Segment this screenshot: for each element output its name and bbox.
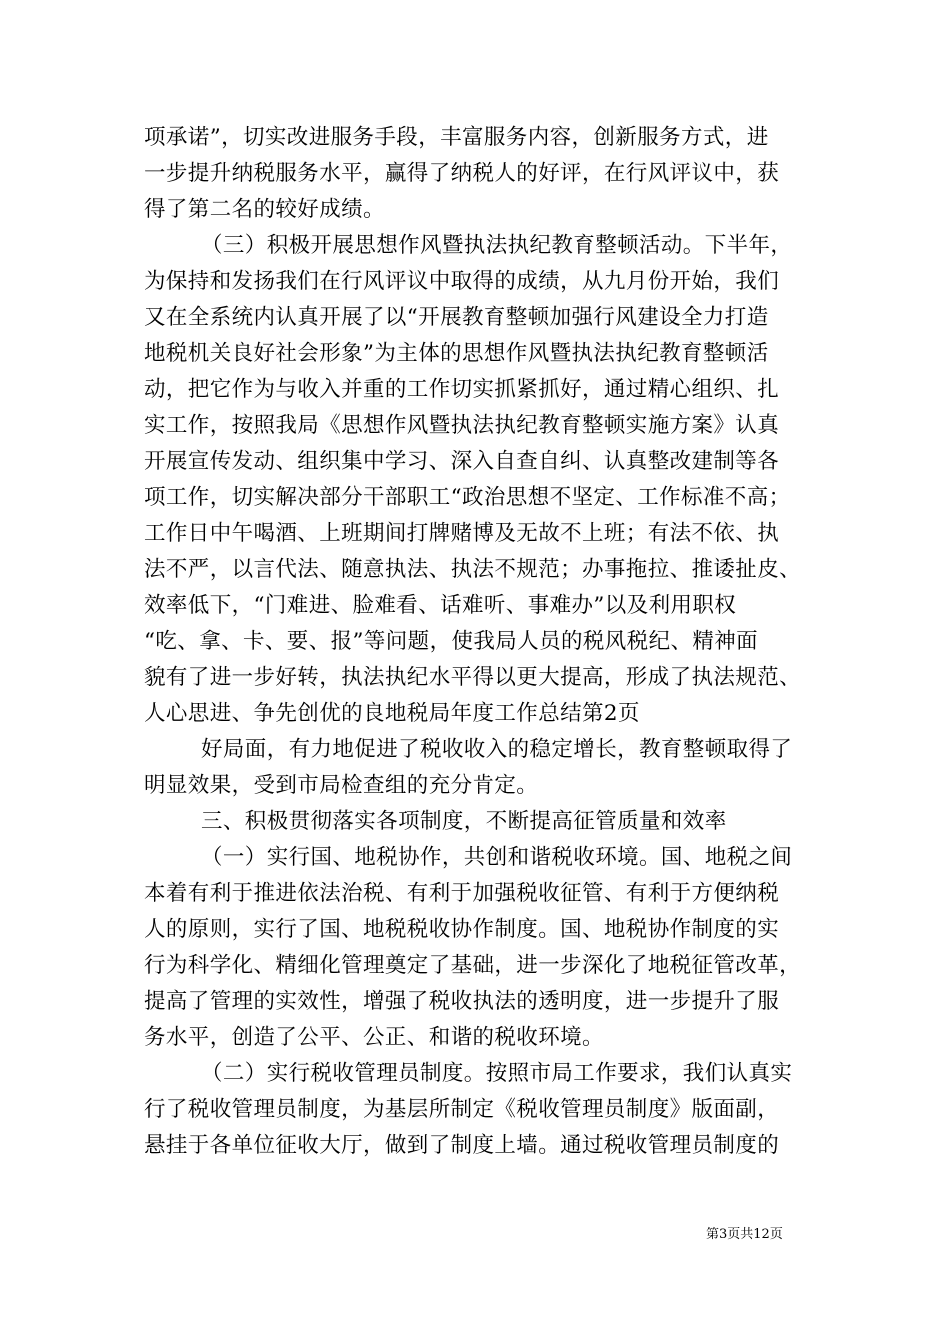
text-line: 好局面，有力地促进了税收收入的稳定增长，教育整顿取得了 bbox=[201, 737, 793, 762]
text-line: 一步提升纳税服务水平，赢得了纳税人的好评，在行风评议中，获 bbox=[144, 161, 780, 186]
text-line: 工作日中午喝酒、上班期间打牌赌博及无故不上班；有法不依、执 bbox=[144, 521, 780, 546]
text-line: 项承诺”，切实改进服务手段，丰富服务内容，创新服务方式，进 bbox=[144, 125, 769, 150]
text-line: 行为科学化、精细化管理奠定了基础，进一步深化了地税征管改革， bbox=[144, 953, 802, 978]
text-line: 明显效果，受到市局检查组的充分肯定。 bbox=[144, 773, 539, 798]
text-line: 为保持和发扬我们在行风评议中取得的成绩，从九月份开始，我们 bbox=[144, 269, 780, 294]
text-line: （二）实行税收管理员制度。按照市局工作要求，我们认真实 bbox=[201, 1061, 793, 1086]
text-line: 人心思进、争先创优的良地税局年度工作总结第2页 bbox=[144, 701, 640, 726]
text-line: 貌有了进一步好转，执法执纪水平得以更大提高，形成了执法规范、 bbox=[144, 665, 802, 690]
text-line: 本着有利于推进依法治税、有利于加强税收征管、有利于方便纳税 bbox=[144, 881, 780, 906]
text-line: （一）实行国、地税协作，共创和谐税收环境。国、地税之间 bbox=[201, 845, 793, 870]
text-line: 人的原则，实行了国、地税税收协作制度。国、地税协作制度的实 bbox=[144, 917, 780, 942]
text-line: 项工作，切实解决部分干部职工“政治思想不坚定、工作标准不高； bbox=[144, 485, 791, 510]
text-line: 又在全系统内认真开展了以“开展教育整顿加强行风建设全力打造 bbox=[144, 305, 769, 330]
text-line: 提高了管理的实效性，增强了税收执法的透明度，进一步提升了服 bbox=[144, 989, 780, 1014]
text-line: （三）积极开展思想作风暨执法执纪教育整顿活动。下半年， bbox=[201, 233, 793, 258]
text-line: 法不严，以言代法、随意执法、执法不规范；办事拖拉、推诿扯皮、 bbox=[144, 557, 802, 582]
text-line: 务水平，创造了公平、公正、和谐的税收环境。 bbox=[144, 1025, 604, 1050]
text-line: 行了税收管理员制度，为基层所制定《税收管理员制度》版面副， bbox=[144, 1097, 780, 1122]
text-line: 开展宣传发动、组织集中学习、深入自查自纠、认真整改建制等各 bbox=[144, 449, 780, 474]
text-line: 地税机关良好社会形象”为主体的思想作风暨执法执纪教育整顿活 bbox=[144, 341, 769, 366]
text-line: 实工作，按照我局《思想作风暨执法执纪教育整顿实施方案》认真 bbox=[144, 413, 780, 438]
text-line: 动，把它作为与收入并重的工作切实抓紧抓好，通过精心组织、扎 bbox=[144, 377, 780, 402]
page-number-footer: 第3页共12页 bbox=[706, 1227, 783, 1242]
text-line: 效率低下，“门难进、脸难看、话难听、事难办”以及利用职权 bbox=[144, 593, 737, 618]
text-line: “吃、拿、卡、要、报”等问题，使我局人员的税风税纪、精神面 bbox=[144, 629, 759, 654]
section-heading: 三、积极贯彻落实各项制度，不断提高征管质量和效率 bbox=[201, 809, 727, 834]
text-line: 悬挂于各单位征收大厅，做到了制度上墙。通过税收管理员制度的 bbox=[144, 1133, 780, 1158]
text-line: 得了第二名的较好成绩。 bbox=[144, 197, 385, 222]
